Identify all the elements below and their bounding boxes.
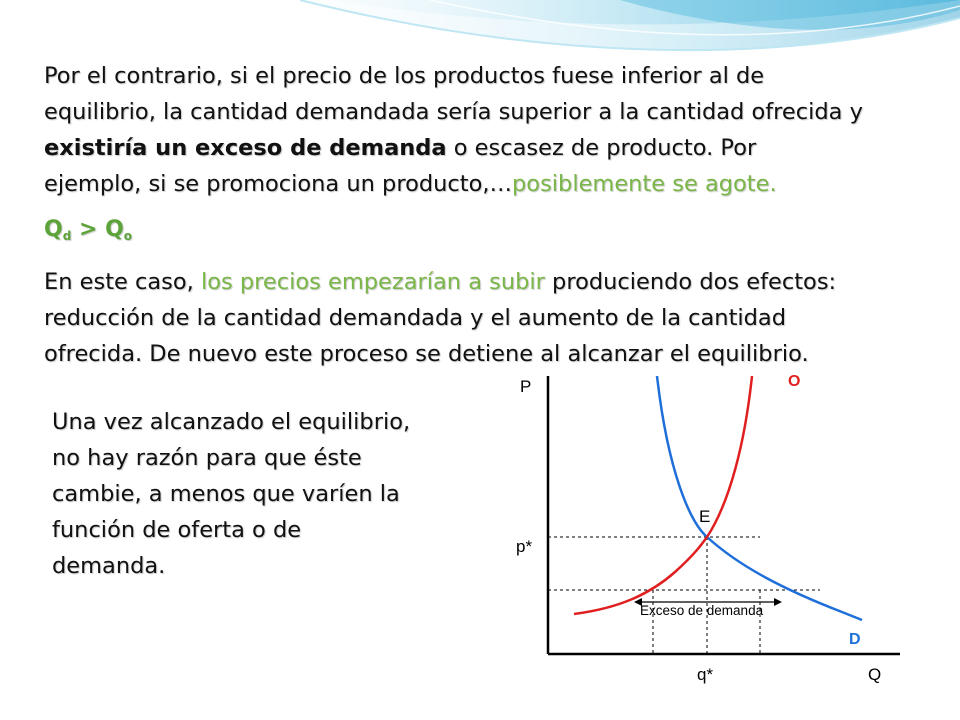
paragraph-price-adjustment (44, 264, 960, 372)
p1-bold-phrase: existiría un exceso de demanda (44, 135, 447, 161)
demand-curve (657, 376, 862, 620)
note-line5: demanda. (52, 553, 166, 579)
formula-qd-gt-qo (44, 212, 960, 254)
paragraph-excess-demand (44, 58, 960, 202)
p1-line4: ejemplo, si se promociona un producto,… (44, 171, 513, 197)
p2-green-phrase: los precios empezarían a subir (200, 269, 545, 295)
p2-line1-end: produciendo dos efectos: (544, 269, 837, 295)
p2-line2: reducción de la cantidad demandada y el aumento de la cantidad (44, 305, 786, 331)
equilibrium-note (52, 404, 472, 584)
note-line3: cambie, a menos que varíen la (52, 481, 400, 507)
formula-sub-o: o (123, 229, 133, 243)
p2-line1-start: En este caso, (44, 269, 201, 295)
p1-line2: equilibrio, la cantidad demandada sería superior a la cantidad ofrecida y (44, 99, 863, 125)
quantity-star-label: q* (697, 665, 714, 684)
note-line2: no hay razón para que éste (52, 445, 362, 471)
p2-line3: ofrecida. De nuevo este proceso se detiene al alcanzar el equilibrio. (44, 341, 809, 367)
y-axis-label: P (520, 377, 532, 396)
formula-sub-d: d (62, 229, 72, 243)
supply-label: O (788, 373, 801, 390)
equilibrium-label: E (699, 507, 711, 526)
shortage-label: Exceso de demanda (640, 603, 764, 618)
shortage-arrow-right-head (774, 598, 782, 606)
price-star-label: p* (516, 537, 533, 556)
supply-demand-diagram (490, 362, 930, 692)
x-axis-label: Q (868, 665, 882, 684)
note-line1: Una vez alcanzado el equilibrio, (52, 409, 411, 435)
p1-green-phrase: posiblemente se agote. (512, 171, 777, 197)
formula-q2: Q (105, 217, 124, 242)
formula-q1: Q (44, 217, 63, 242)
p1-line1: Por el contrario, si el precio de los productos fuese inferior al de (44, 63, 765, 89)
demand-label: D (849, 631, 861, 648)
note-line4: función de oferta o de (52, 517, 302, 543)
p1-line3-rest: o escasez de producto. Por (446, 135, 757, 161)
formula-operator: > (71, 217, 106, 242)
